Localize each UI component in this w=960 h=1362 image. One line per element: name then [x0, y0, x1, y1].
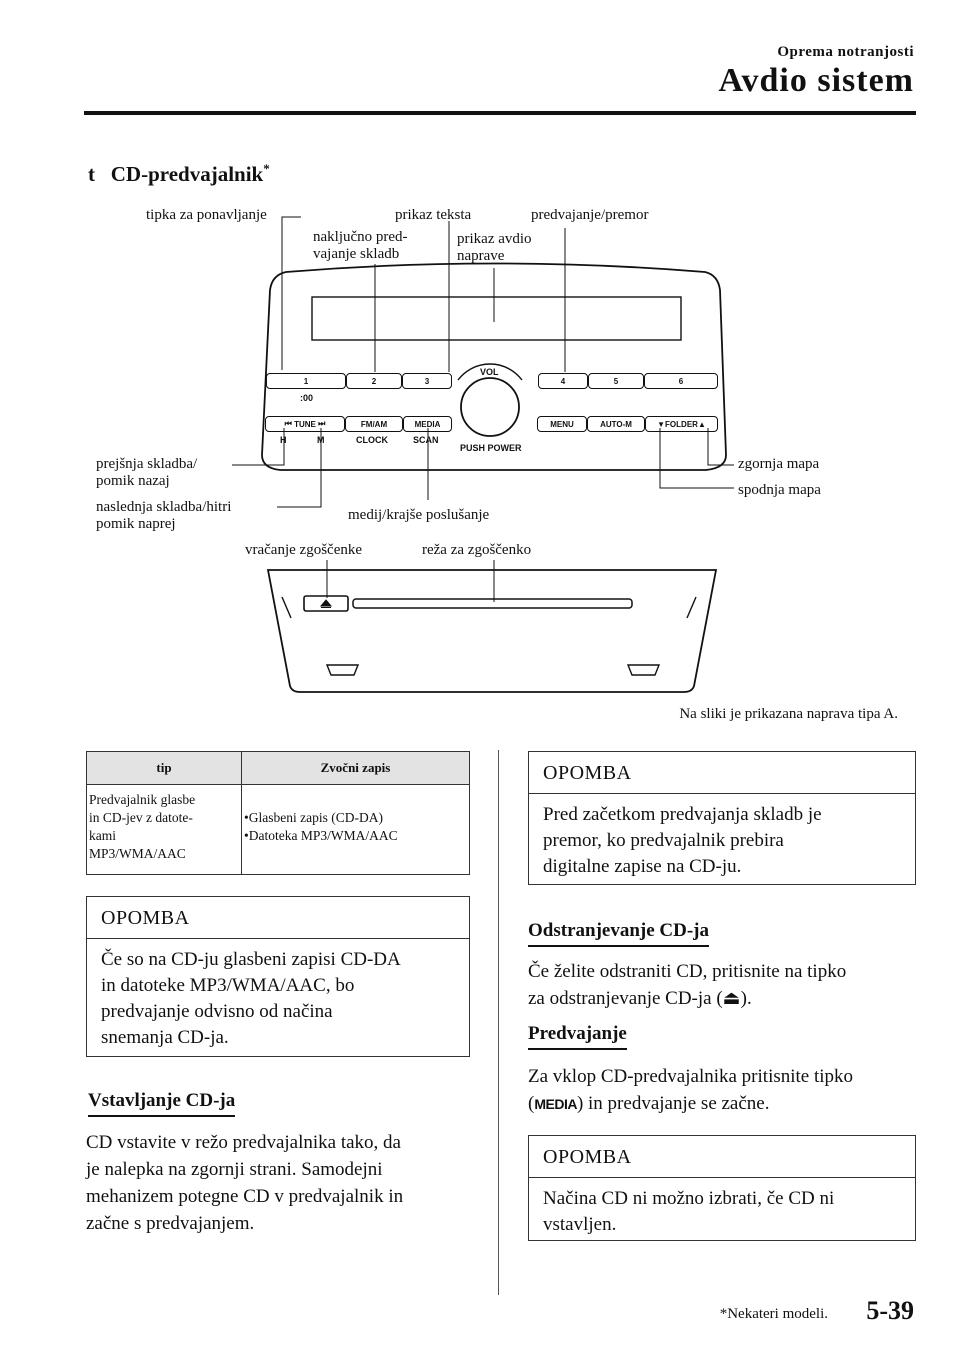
label-next-1: naslednja skladba/hitri	[96, 499, 232, 515]
media-button-icon: MEDIA	[534, 1096, 577, 1112]
preset-1-button[interactable]: 1	[266, 373, 346, 389]
preset-4-button[interactable]: 4	[538, 373, 588, 389]
cd-foot-right	[628, 665, 659, 675]
running-section-title: Oprema notranjosti	[777, 44, 914, 60]
media-button[interactable]: MEDIA	[403, 416, 452, 432]
clock-sub-label: :00	[300, 393, 314, 403]
note-body: Pred začetkom predvajanja skladb je premor, ko predvajalnik prebira digitalne zapise na CD-ju.	[543, 804, 822, 877]
seek-back-icon: ⏮	[284, 419, 295, 428]
autom-button[interactable]: AUTO-M	[587, 416, 645, 432]
clock-label: CLOCK	[356, 435, 388, 445]
label-folder-down: spodnja mapa	[738, 482, 821, 498]
note-heading: OPOMBA	[529, 1136, 915, 1178]
insert-paragraph: CD vstavite v režo predvajalnika tako, da je nalepka na zgornji strani. Samodejni mehanizem potegne CD v predvajalnik in začne s predvajanjem.	[86, 1132, 404, 1234]
note-heading: OPOMBA	[529, 752, 915, 794]
column-rule	[498, 750, 499, 1295]
cd-left-groove	[282, 597, 291, 618]
cd-unit-outline	[268, 570, 716, 692]
cd-foot-left	[327, 665, 358, 675]
note-box-right-2	[528, 1135, 916, 1241]
leader-repeat	[282, 217, 301, 370]
volume-label: VOL	[480, 367, 499, 377]
label-folder-up: zgornja mapa	[738, 456, 820, 472]
section-bullet: t	[88, 162, 95, 186]
fmam-button[interactable]: FM/AM	[345, 416, 403, 432]
play-paragraph: Za vklop CD-predvajalnika pritisnite tipko (MEDIA) in predvajanje se začne.	[528, 1063, 853, 1118]
scan-label: SCAN	[413, 435, 439, 445]
label-random-2: vajanje skladb	[313, 246, 400, 262]
menu-button[interactable]: MENU	[537, 416, 587, 432]
label-play-pause: predvajanje/premor	[531, 207, 649, 223]
leader-prev	[232, 428, 284, 465]
preset-2-button[interactable]: 2	[346, 373, 402, 389]
table-header-type: tip	[87, 752, 242, 785]
footnote: *Nekateri modeli.	[719, 1306, 828, 1322]
note-box-right-1	[528, 751, 916, 885]
push-power-label: PUSH POWER	[460, 443, 522, 453]
remove-paragraph: Če želite odstraniti CD, pritisnite na tipko za odstranjevanje CD-ja (⏏).	[528, 961, 847, 1009]
label-next-2: pomik naprej	[96, 516, 176, 532]
note-body: Načina CD ni možno izbrati, če CD ni vstavljen.	[543, 1188, 835, 1235]
preset-6-button[interactable]: 6	[644, 373, 718, 389]
page-number: 5-39	[866, 1296, 914, 1325]
folder-button[interactable]: ▼ FOLDER ▲	[645, 416, 718, 432]
label-slot: reža za zgoščenko	[422, 542, 532, 558]
display-window	[312, 297, 681, 340]
note-heading: OPOMBA	[87, 897, 469, 939]
note-box-left	[86, 896, 470, 1057]
seek-forward-icon: ⏭	[315, 419, 326, 428]
figure-caption: Na sliki je prikazana naprava tipa A.	[679, 706, 898, 722]
hour-label: H	[280, 435, 287, 445]
preset-5-button[interactable]: 5	[588, 373, 644, 389]
cd-slot	[353, 599, 632, 608]
label-eject: vračanje zgoščenke	[245, 542, 363, 558]
eject-icon: ⏏	[722, 988, 741, 1009]
leader-folder-up	[708, 428, 734, 465]
table-cell-formats: •Glasbeni zapis (CD-DA) •Datoteka MP3/WMA/AAC	[242, 785, 470, 875]
format-table	[86, 751, 470, 875]
table-header-format: Zvočni zapis	[242, 752, 470, 785]
label-display-1: prikaz avdio	[457, 231, 532, 247]
label-display-2: naprave	[457, 248, 505, 264]
tune-button[interactable]: ⏮ TUNE ⏭	[265, 416, 345, 432]
minute-label: M	[317, 435, 325, 445]
folder-down-icon: ▼	[657, 419, 666, 429]
label-text: prikaz teksta	[395, 207, 472, 223]
volume-knob	[461, 378, 519, 436]
play-heading: Predvajanje	[528, 1023, 627, 1050]
section-title: CD-predvajalnik	[110, 162, 264, 186]
preset-3-button[interactable]: 3	[402, 373, 452, 389]
page-title: Avdio sistem	[718, 62, 914, 99]
remove-heading: Odstranjevanje CD-ja	[528, 920, 709, 947]
label-repeat: tipka za ponavljanje	[146, 207, 267, 223]
label-random-1: naključno pred-	[313, 229, 408, 245]
label-prev-2: pomik nazaj	[96, 473, 170, 489]
folder-up-icon: ▲	[697, 419, 706, 429]
label-prev-1: prejšnja skladba/	[96, 456, 198, 472]
insert-heading: Vstavljanje CD-ja	[88, 1090, 235, 1117]
cd-right-groove	[687, 597, 696, 618]
model-mark: *	[263, 161, 270, 176]
label-media: medij/krajše poslušanje	[348, 507, 490, 523]
leader-folder-down	[660, 428, 734, 488]
table-cell-type: Predvajalnik glasbe in CD-jev z datote- kami MP3/WMA/AAC	[87, 785, 242, 875]
note-body: Če so na CD-ju glasbeni zapisi CD-DA in datoteke MP3/WMA/AAC, bo predvajanje odvisno od načina snemanja CD-ja.	[101, 949, 401, 1048]
